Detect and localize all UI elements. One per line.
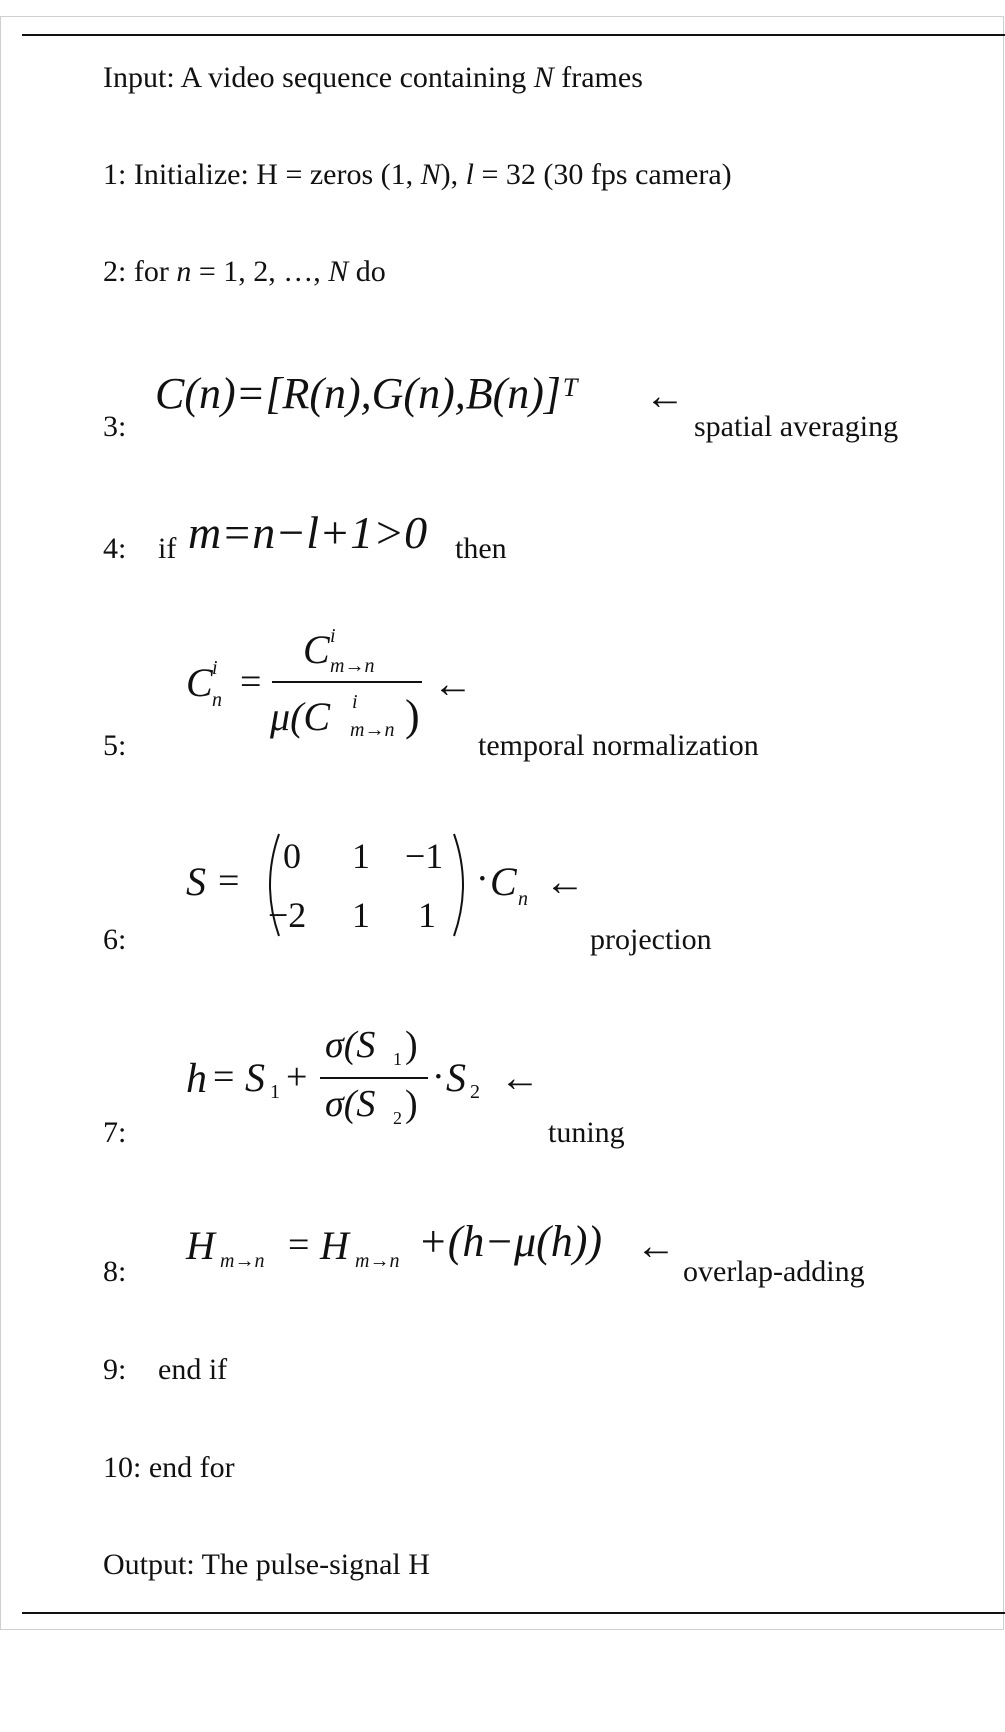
line-10-end-for: 10: end for: [103, 1451, 235, 1484]
line-6-number: 6:: [103, 923, 127, 956]
top-rule: [22, 34, 1005, 36]
line-3-number: 3:: [103, 410, 127, 443]
line-9-end-if: end if: [158, 1353, 228, 1386]
line-5-number: 5:: [103, 729, 127, 762]
line-3-note: spatial averaging: [694, 410, 899, 443]
input-line: Input: A video sequence containing N frames: [103, 61, 643, 94]
matrix-r2-c1: −2: [268, 895, 307, 935]
line-6-note: projection: [590, 923, 712, 956]
line-8-number: 8:: [103, 1255, 127, 1288]
line-5-note: temporal normalization: [478, 729, 759, 762]
line-8-note: overlap-adding: [683, 1255, 865, 1288]
matrix-r2-c2: 1: [352, 895, 370, 935]
bottom-rule: [22, 1612, 1005, 1614]
line-4-if: if: [158, 532, 177, 565]
output-line: Output: The pulse-signal H: [103, 1548, 430, 1581]
line-3-formula: C(n)=[R(n),G(n),B(n)]ᵀ: [155, 369, 579, 418]
line-9-number: 9:: [103, 1353, 127, 1386]
line-4-then: then: [455, 532, 507, 565]
matrix-r1-c3: −1: [405, 836, 444, 876]
line-7-number: 7:: [103, 1116, 127, 1149]
line-4-number: 4:: [103, 532, 127, 565]
matrix-r1-c1: 0: [283, 836, 301, 876]
line-3-arrow: ←: [645, 373, 685, 418]
matrix-r2-c3: 1: [418, 895, 436, 935]
line-1-initialize: 1: Initialize: H = zeros (1, N), l = 32 (30 fps camera): [103, 158, 732, 191]
line-2-for-loop: 2: for n = 1, 2, …, N do: [103, 255, 386, 288]
matrix-r1-c2: 1: [352, 836, 370, 876]
line-4-formula: m=n−l+1>0: [188, 507, 428, 558]
line-7-note: tuning: [548, 1116, 625, 1149]
